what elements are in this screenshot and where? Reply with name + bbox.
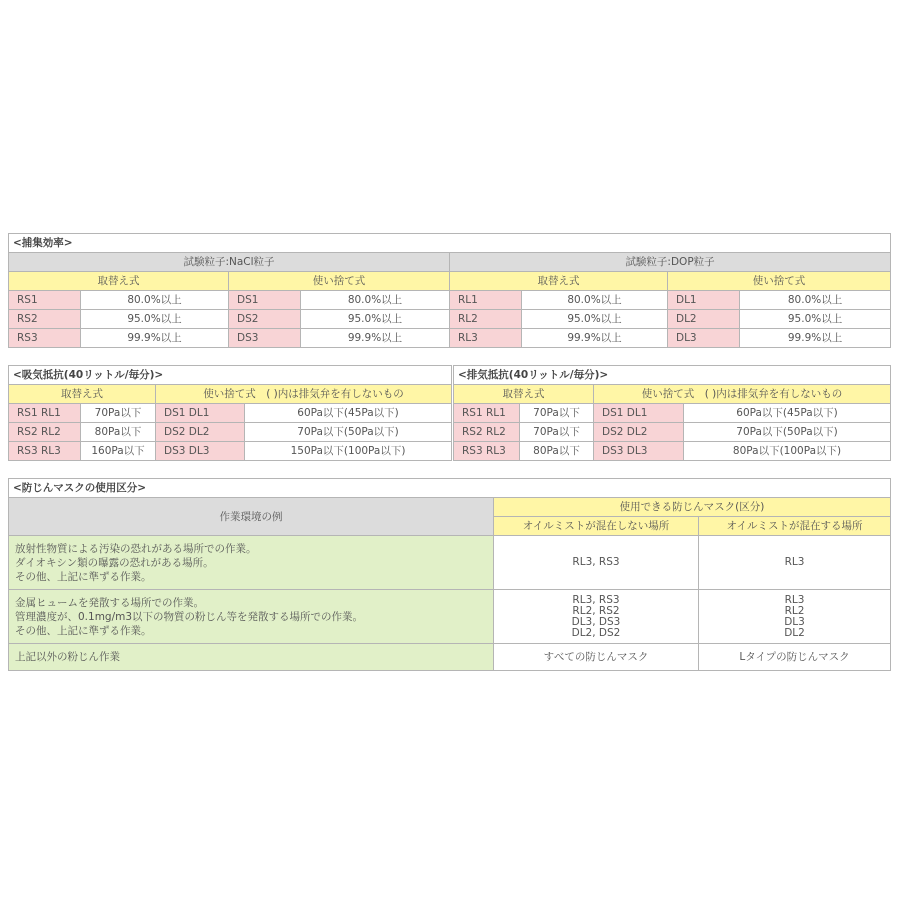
env-line: その他、上記に準ずる作業。	[15, 624, 152, 637]
mask-line: RL3, RS3	[572, 556, 620, 568]
table-row	[9, 442, 452, 461]
value-cell: 80.0%以上	[740, 291, 891, 310]
env-line: 放射性物質による汚染の恐れがある場所での作業。	[15, 542, 257, 555]
grade-cell: RS1 RL1	[454, 404, 520, 423]
disposable-header: 使い捨て式	[668, 272, 891, 291]
grade-cell: RS2 RL2	[454, 423, 520, 442]
value-cell: 70Pa以下	[520, 404, 594, 423]
grade-cell: RL1	[450, 291, 522, 310]
value-cell: 60Pa以下(45Pa以下)	[245, 404, 452, 423]
table-row	[9, 291, 891, 310]
value-cell: 70Pa以下(50Pa以下)	[684, 423, 891, 442]
value-cell: 99.9%以上	[301, 329, 450, 348]
env-line: ダイオキシン類の曝露の恐れがある場所。	[15, 556, 214, 569]
nacl-header: 試験粒子:NaCl粒子	[9, 253, 450, 272]
value-cell: 99.9%以上	[522, 329, 668, 348]
grade-cell: DS2 DL2	[594, 423, 684, 442]
exhale-resistance-table	[453, 365, 891, 461]
replace-header: 取替え式	[9, 272, 229, 291]
env-cell	[9, 590, 494, 644]
mask-line: DL2	[784, 626, 805, 639]
exhale-title: <排気抵抗(40リットル/毎分)>	[454, 366, 891, 385]
mask-line: RL2	[784, 604, 805, 617]
grade-cell: DS3 DL3	[594, 442, 684, 461]
grade-cell: RS3	[9, 329, 81, 348]
no-mist-cell	[494, 590, 699, 644]
value-cell: 70Pa以下	[81, 404, 156, 423]
value-cell: 99.9%以上	[740, 329, 891, 348]
mask-line: RL3, RS3	[572, 593, 620, 606]
mask-line: RL2, RS2	[572, 604, 620, 617]
grade-cell: DS3 DL3	[156, 442, 245, 461]
grade-cell: DL2	[668, 310, 740, 329]
value-cell: 80.0%以上	[522, 291, 668, 310]
dop-header: 試験粒子:DOP粒子	[450, 253, 891, 272]
replace-header: 取替え式	[9, 385, 156, 404]
mask-line: DL3	[784, 615, 805, 628]
table-row	[9, 644, 891, 671]
no-mist-cell	[494, 536, 699, 590]
mask-usage-table	[8, 478, 891, 671]
value-cell: 99.9%以上	[81, 329, 229, 348]
value-cell: 80.0%以上	[301, 291, 450, 310]
table-row	[454, 404, 891, 423]
table-row	[454, 442, 891, 461]
value-cell: 95.0%以上	[522, 310, 668, 329]
mask-line: Lタイプの防じんマスク	[739, 650, 850, 663]
env-cell	[9, 644, 494, 671]
mist-header: オイルミストが混在する場所	[699, 517, 891, 536]
value-cell: 150Pa以下(100Pa以下)	[245, 442, 452, 461]
grade-cell: DS1 DL1	[156, 404, 245, 423]
capture-title: <捕集効率>	[9, 234, 891, 253]
usage-title: <防じんマスクの使用区分>	[9, 479, 891, 498]
value-cell: 70Pa以下	[520, 423, 594, 442]
grade-cell: RS1	[9, 291, 81, 310]
grade-cell: DS2	[229, 310, 301, 329]
mask-line: RL3	[784, 593, 805, 606]
table-row	[9, 423, 452, 442]
value-cell: 95.0%以上	[81, 310, 229, 329]
capture-efficiency-table	[8, 233, 891, 348]
grade-cell: RS2 RL2	[9, 423, 81, 442]
value-cell: 80Pa以下(100Pa以下)	[684, 442, 891, 461]
table-row	[454, 423, 891, 442]
mask-line: すべての防じんマスク	[543, 650, 649, 663]
mist-cell	[699, 644, 891, 671]
mist-cell	[699, 590, 891, 644]
disposable-header: 使い捨て式 ( )内は排気弁を有しないもの	[156, 385, 452, 404]
no-mist-header: オイルミストが混在しない場所	[494, 517, 699, 536]
env-line: その他、上記に準ずる作業。	[15, 570, 152, 583]
grade-cell: RS2	[9, 310, 81, 329]
grade-cell: RL3	[450, 329, 522, 348]
value-cell: 60Pa以下(45Pa以下)	[684, 404, 891, 423]
value-cell: 80.0%以上	[81, 291, 229, 310]
grade-cell: DS3	[229, 329, 301, 348]
replace-header: 取替え式	[450, 272, 668, 291]
table-row	[9, 310, 891, 329]
grade-cell: RS1 RL1	[9, 404, 81, 423]
mask-header: 使用できる防じんマスク(区分)	[494, 498, 891, 517]
env-line: 上記以外の粉じん作業	[15, 651, 120, 663]
value-cell: 70Pa以下(50Pa以下)	[245, 423, 452, 442]
env-line: 金属ヒュームを発散する場所での作業。	[15, 596, 204, 609]
disposable-header: 使い捨て式 ( )内は排気弁を有しないもの	[594, 385, 891, 404]
inhale-resistance-table	[8, 365, 452, 461]
grade-cell: DL1	[668, 291, 740, 310]
mask-line: DL3, DS3	[571, 615, 621, 628]
value-cell: 160Pa以下	[81, 442, 156, 461]
value-cell: 80Pa以下	[81, 423, 156, 442]
value-cell: 95.0%以上	[740, 310, 891, 329]
mask-line: RL3	[784, 556, 805, 568]
mist-cell	[699, 536, 891, 590]
table-row	[9, 590, 891, 644]
disposable-header: 使い捨て式	[229, 272, 450, 291]
env-header: 作業環境の例	[9, 498, 494, 536]
grade-cell: DS1 DL1	[594, 404, 684, 423]
table-row	[9, 404, 452, 423]
env-line: 管理濃度が、0.1mg/m3以下の物質の粉じん等を発散する場所での作業。	[15, 610, 364, 623]
no-mist-cell	[494, 644, 699, 671]
grade-cell: DS2 DL2	[156, 423, 245, 442]
inhale-title: <吸気抵抗(40リットル/毎分)>	[9, 366, 452, 385]
grade-cell: RS3 RL3	[454, 442, 520, 461]
grade-cell: RL2	[450, 310, 522, 329]
value-cell: 95.0%以上	[301, 310, 450, 329]
grade-cell: DL3	[668, 329, 740, 348]
replace-header: 取替え式	[454, 385, 594, 404]
table-row	[9, 536, 891, 590]
grade-cell: DS1	[229, 291, 301, 310]
grade-cell: RS3 RL3	[9, 442, 81, 461]
mask-line: DL2, DS2	[571, 626, 621, 639]
env-cell	[9, 536, 494, 590]
value-cell: 80Pa以下	[520, 442, 594, 461]
table-row	[9, 329, 891, 348]
